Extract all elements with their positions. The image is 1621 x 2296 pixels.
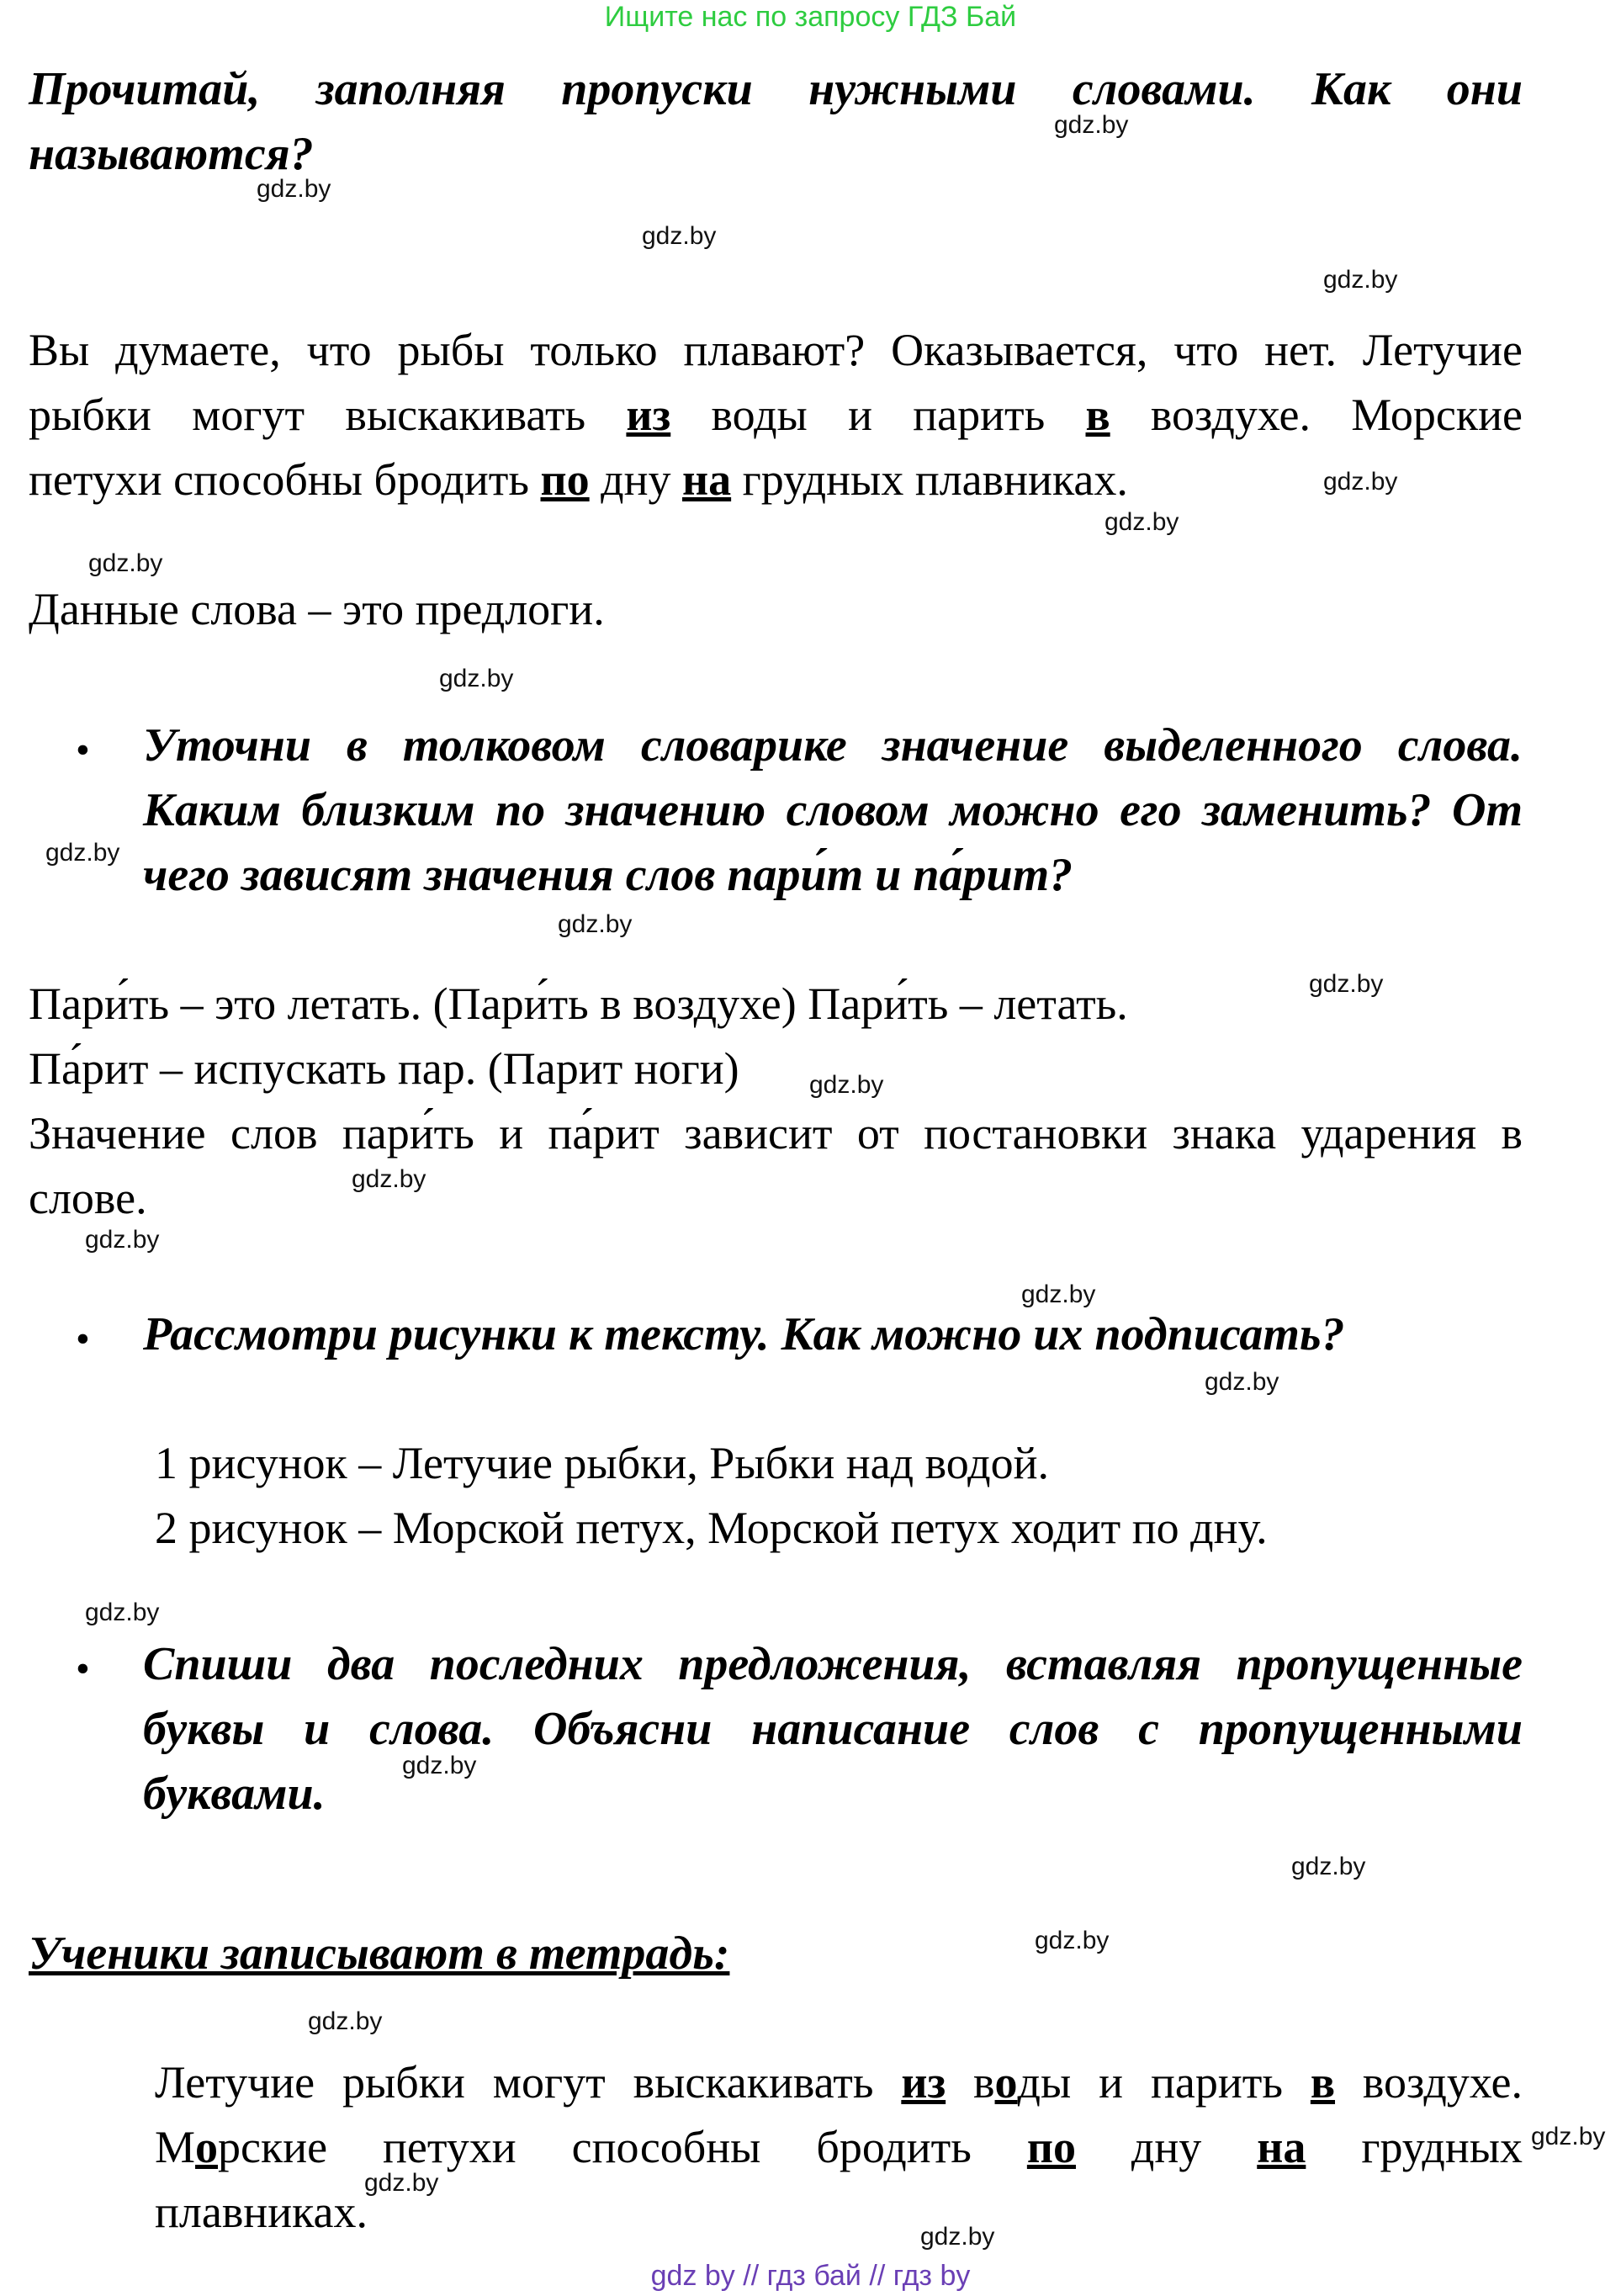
watermark: gdz.by (809, 1071, 884, 1099)
para-1-line-1: Вы думаете, что рыбы только плавают? Оказывается, что нет. Летучие (29, 325, 1523, 375)
watermark: gdz.by (1323, 468, 1398, 496)
watermark: gdz.by (1323, 266, 1398, 294)
answer-2-line-2: Па́рит – испускать пар. (Парит ноги) (29, 1043, 739, 1094)
answer-3-line-2: 2 рисунок – Морской петух, Морской петух ходит по дну. (155, 1503, 1268, 1553)
watermark: gdz.by (364, 2169, 439, 2197)
task-2-line-3: чего зависят значения слов пари́т и па́рит? (143, 849, 1073, 901)
inserted-word: в (1310, 2057, 1336, 2108)
watermark: gdz.by (642, 222, 717, 250)
inserted-word: на (1257, 2122, 1306, 2172)
task-4-line-2: буквы и слова. Объясни написание слов с пропущенными (143, 1703, 1523, 1755)
answer-1: Данные слова – это предлоги. (29, 584, 605, 634)
answer-2-line-3: Значение слов пари́ть и па́рит зависит от постановки знака ударения в (29, 1108, 1523, 1159)
bullet-icon: • (76, 1646, 90, 1691)
watermark: gdz.by (85, 1226, 160, 1254)
watermark: gdz.by (352, 1165, 426, 1193)
bullet-icon: • (76, 1317, 90, 1361)
watermark: gdz.by (308, 2007, 383, 2035)
task-2-line-1: Уточни в толковом словарике значение выделенного слова. (143, 719, 1523, 772)
inserted-word: на (682, 454, 732, 505)
watermark: gdz.by (1105, 508, 1179, 536)
bullet-icon: • (76, 728, 90, 772)
notebook-line-2: Морские петухи способны бродить по дну на грудных (155, 2122, 1523, 2172)
notebook-line-3: плавниках. (155, 2187, 368, 2237)
notebook-line-1: Летучие рыбки могут выскакивать из воды и парить в воздухе. (155, 2057, 1523, 2108)
watermark: gdz.by (439, 665, 514, 692)
watermark: gdz.by (257, 175, 331, 203)
inserted-word: из (626, 390, 671, 440)
task-4-line-1: Спиши два последних предложения, вставляя пропущенные (143, 1638, 1523, 1690)
watermark: gdz.by (1054, 111, 1129, 139)
watermark: gdz.by (1021, 1281, 1096, 1308)
inserted-letter: о (994, 2057, 1018, 2108)
task-4-line-3: буквами. (143, 1768, 326, 1820)
watermark: gdz.by (1035, 1927, 1110, 1954)
watermark: gdz.by (1205, 1368, 1279, 1396)
inserted-word: по (540, 454, 590, 505)
task-3-line-1: Рассмотри рисунки к тексту. Как можно их подписать? (143, 1308, 1345, 1360)
task-1-line-2: называются? (29, 128, 314, 180)
watermark: gdz.by (1291, 1853, 1366, 1880)
task-2-line-2: Каким близким по значению словом можно его заменить? От (143, 784, 1523, 836)
watermark: gdz.by (1309, 970, 1384, 998)
watermark: gdz.by (88, 549, 163, 577)
answer-3-line-1: 1 рисунок – Летучие рыбки, Рыбки над водой. (155, 1438, 1050, 1488)
watermark: gdz.by (45, 839, 120, 867)
watermark: gdz.by (1531, 2123, 1606, 2150)
inserted-word: в (1085, 390, 1110, 440)
inserted-word: по (1026, 2122, 1076, 2172)
notebook-heading: Ученики записывают в тетрадь: (29, 1927, 730, 1980)
answer-2-line-1: Пари́ть – это летать. (Пари́ть в воздухе) Пари́ть – летать. (29, 978, 1128, 1029)
footer-links[interactable]: gdz by // гдз бай // гдз by (650, 2260, 971, 2292)
answer-2-line-4: слове. (29, 1173, 147, 1223)
watermark: gdz.by (920, 2223, 995, 2251)
task-1-line-1: Прочитай, заполняя пропуски нужными словами. Как они (29, 63, 1523, 115)
watermark: gdz.by (85, 1599, 160, 1626)
para-1-line-3: петухи способны бродить по дну на грудных плавниках. (29, 454, 1128, 505)
inserted-word: из (901, 2057, 946, 2108)
watermark: gdz.by (402, 1752, 477, 1779)
para-1-line-2: рыбки могут выскакивать из воды и парить в воздухе. Морские (29, 390, 1523, 440)
search-banner[interactable]: Ищите нас по запросу ГДЗ Бай (604, 1, 1017, 33)
inserted-letter: о (195, 2122, 219, 2172)
watermark: gdz.by (558, 910, 633, 938)
